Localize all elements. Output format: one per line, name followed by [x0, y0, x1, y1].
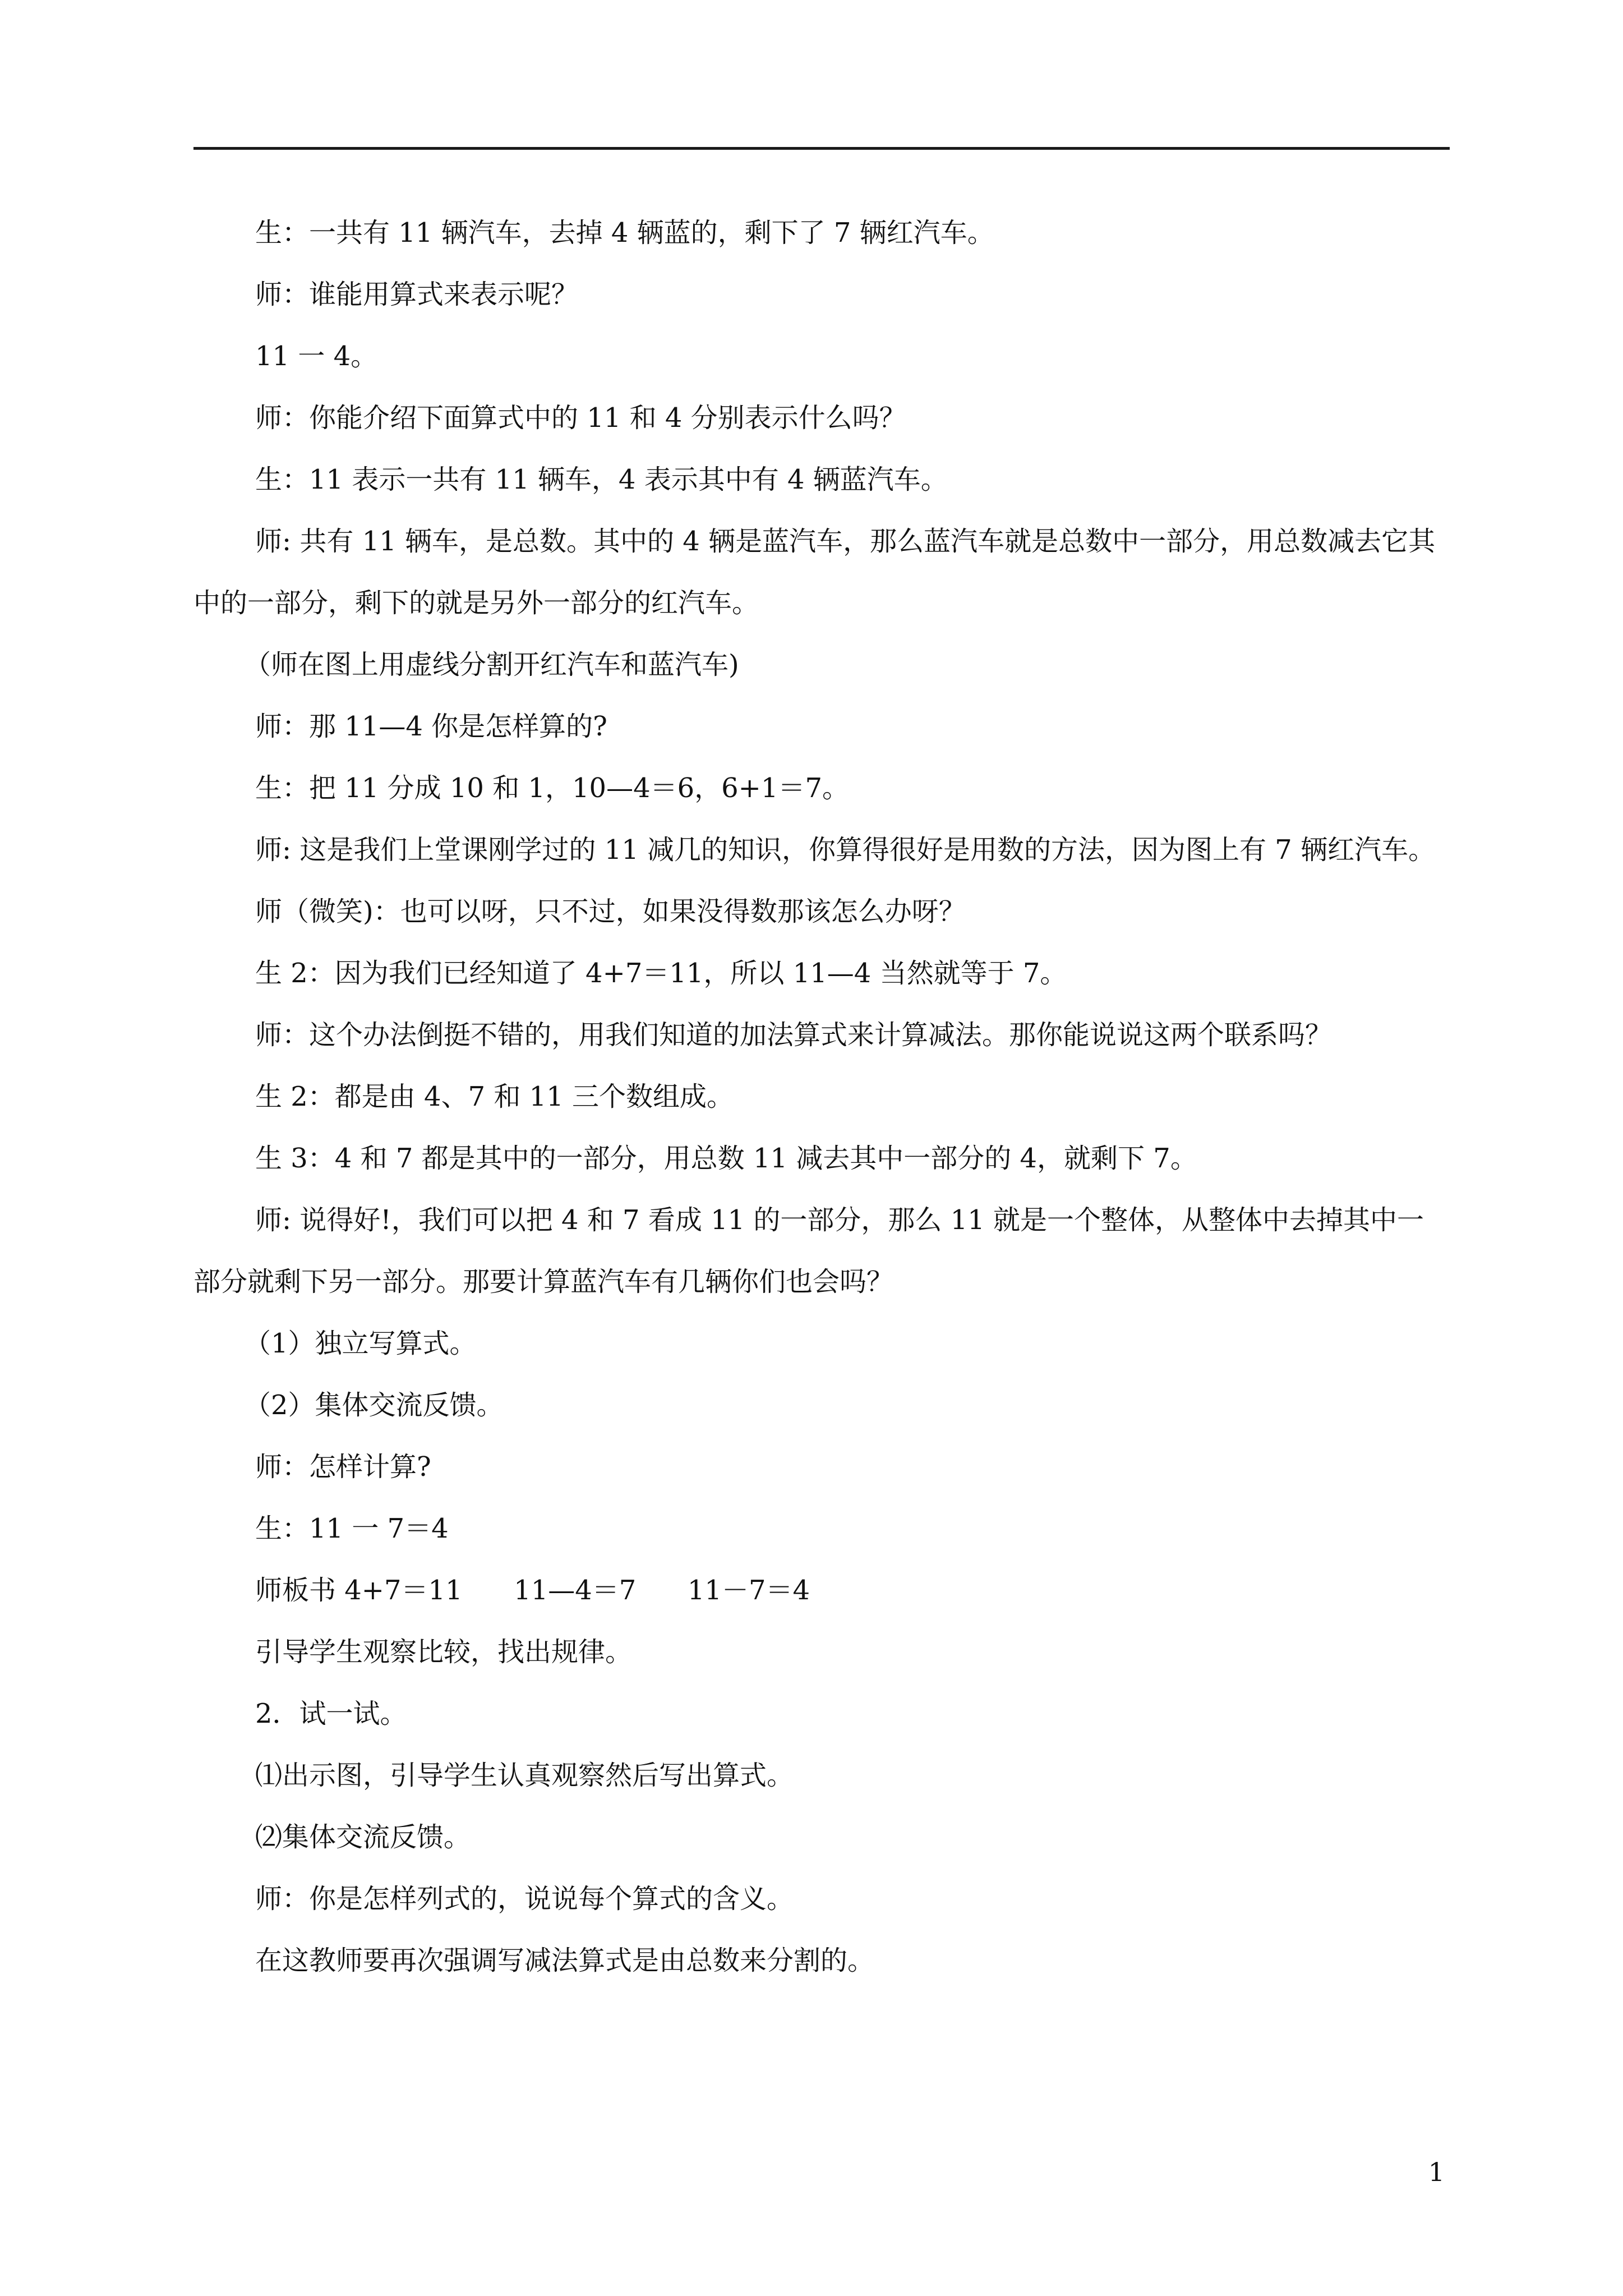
- paragraph: 生：11 表示一共有 11 辆车，4 表示其中有 4 辆蓝汽车。: [255, 464, 948, 495]
- paragraph: 师（微笑)：也可以呀，只不过，如果没得数那该怎么办呀？: [255, 896, 966, 927]
- paragraph: 师：你是怎样列式的，说说每个算式的含义。: [255, 1883, 794, 1915]
- paragraph: （师在图上用虚线分割开红汽车和蓝汽车): [244, 649, 739, 680]
- paragraph: 师: 共有 11 辆车，是总数。其中的 4 辆是蓝汽车，那么蓝汽车就是总数中一部分，用总数减去它其中的一部分，剩下的就是另外一部分的红汽车。: [193, 526, 1436, 619]
- paragraph: 生 2：因为我们已经知道了 4+7＝11，所以 11—4 当然就等于 7。: [255, 958, 1067, 989]
- paragraph: 师: 这是我们上堂课刚学过的 11 减几的知识，你算得很好是用数的方法，因为图上有 7 辆红汽车。: [255, 834, 1436, 866]
- paragraph: 在这教师要再次强调写减法算式是由总数来分割的。: [255, 1945, 875, 1976]
- paragraph: 生：一共有 11 辆汽车，去掉 4 辆蓝的，剩下了 7 辆红汽车。: [255, 217, 994, 249]
- paragraph: 师: 说得好!，我们可以把 4 和 7 看成 11 的一部分，那么 11 就是一个整体，从整体中去掉其中一部分就剩下另一部分。那要计算蓝汽车有几辆你们也会吗？: [193, 1204, 1424, 1297]
- paragraph: 生：11 一 7＝4: [255, 1513, 449, 1544]
- paragraph: 师：谁能用算式来表示呢？: [255, 279, 579, 310]
- paragraph: 师板书 4+7＝11 11—4＝7 11－7＝4: [255, 1575, 810, 1606]
- paragraph: ⑴出示图，引导学生认真观察然后写出算式。: [255, 1760, 794, 1791]
- document-body: [193, 202, 1450, 1991]
- paragraph: 引导学生观察比较，找出规律。: [255, 1636, 633, 1668]
- paragraph: 师：这个办法倒挺不错的，用我们知道的加法算式来计算减法。那你能说说这两个联系吗？: [255, 1019, 1332, 1051]
- paragraph: 师：那 11—4 你是怎样算的?: [255, 711, 607, 742]
- paragraph: 师：你能介绍下面算式中的 11 和 4 分别表示什么吗？: [255, 402, 906, 434]
- paragraph: 生：把 11 分成 10 和 1，10—4＝6，6+1＝7。: [255, 772, 849, 804]
- page-number: 1: [1428, 2157, 1445, 2187]
- paragraph: 11 一 4。: [255, 341, 378, 372]
- paragraph: （2）集体交流反馈。: [244, 1389, 504, 1421]
- paragraph: 师：怎样计算?: [255, 1451, 431, 1483]
- paragraph: （1）独立写算式。: [244, 1328, 477, 1359]
- paragraph: ⑵集体交流反馈。: [255, 1821, 471, 1853]
- header-rule: [193, 147, 1450, 150]
- paragraph: 生 2：都是由 4、7 和 11 三个数组成。: [255, 1081, 734, 1112]
- paragraph: 2．试一试。: [255, 1698, 407, 1729]
- paragraph: 生 3：4 和 7 都是其中的一部分，用总数 11 减去其中一部分的 4，就剩下 7。: [255, 1143, 1197, 1174]
